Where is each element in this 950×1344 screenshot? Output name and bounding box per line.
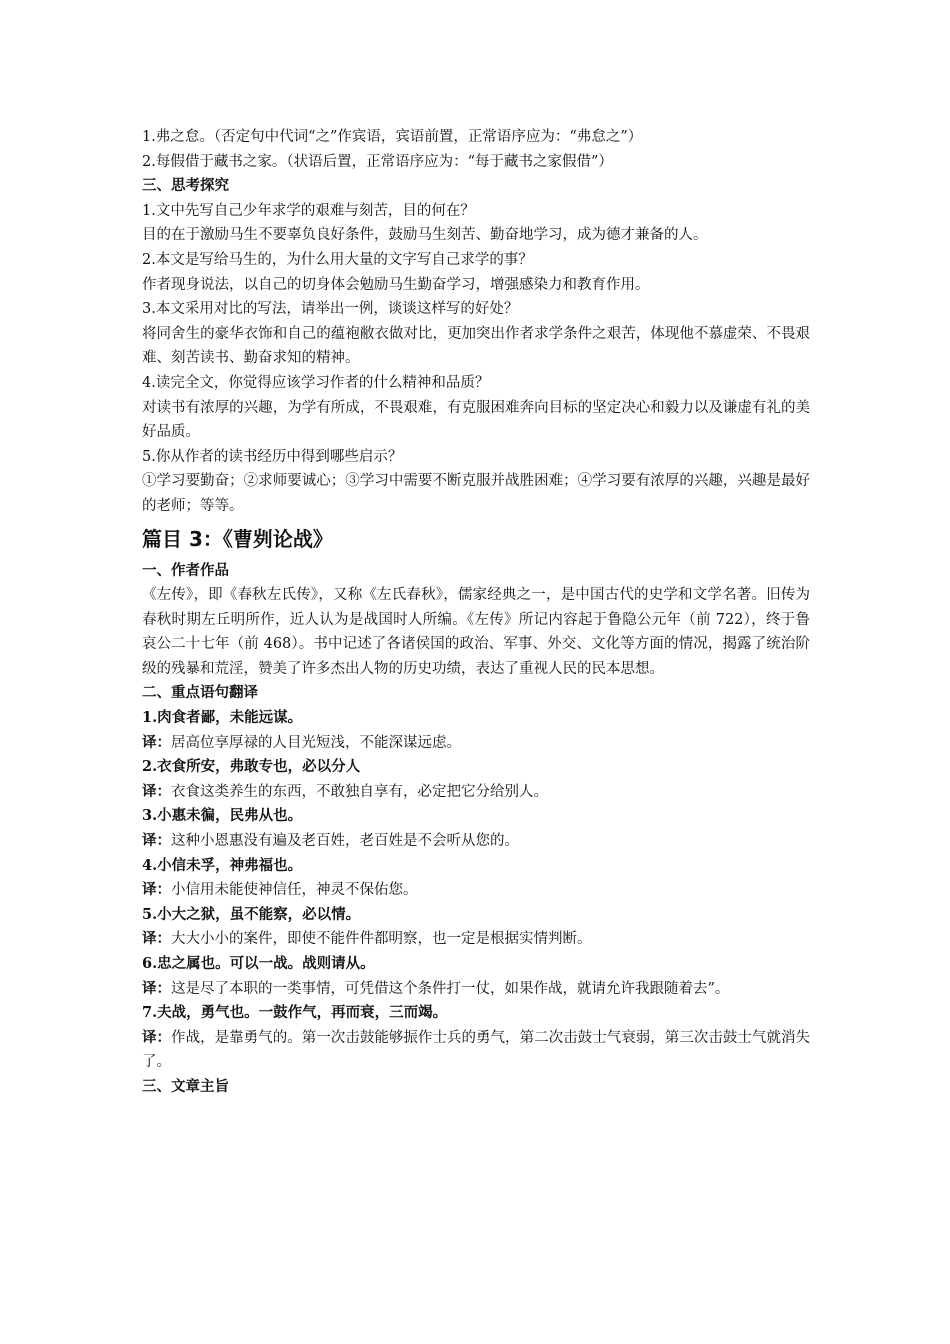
translation-label: 译： (142, 881, 171, 899)
translation (142, 1026, 810, 1075)
translation-label: 译： (142, 930, 171, 948)
translation-text: 小信用未能使神信任，神灵不保佑您。 (171, 882, 418, 899)
top-line-1: 1.弗之怠。（否定句中代词“之”作宾语，宾语前置，正常语序应为：“弗怠之”） (142, 129, 643, 145)
translation-label: 译： (142, 782, 171, 800)
question: 3.本文采用对比的写法，请举出一例，谈谈这样写的好处？ (142, 301, 519, 318)
question-item (142, 248, 810, 297)
translation-item (142, 854, 810, 903)
translation-item (142, 804, 810, 853)
translation-text: 这种小恩惠没有遍及老百姓，老百姓是不会听从您的。 (171, 833, 519, 850)
section-heading-author: 一、作者作品 (142, 562, 229, 579)
answer: 对读书有浓厚的兴趣，为学有所成，不畏艰难，有克服困难奔向目标的坚定决心和毅力以及谦虚有礼的美好品质。 (142, 399, 810, 441)
section-heading-theme: 三、文章主旨 (142, 1078, 229, 1095)
translation-item (142, 1001, 810, 1075)
translation-item (142, 903, 810, 952)
translation (142, 731, 810, 756)
answer: 将同舍生的豪华衣饰和自己的蕴袍敝衣做对比，更加突出作者求学条件之艰苦，体现他不慕虚荣、不畏艰难、刻苦读书、勤奋求知的精神。 (142, 325, 810, 367)
answer: 作者现身说法，以自己的切身体会勉励马生勤奋学习，增强感染力和教育作用。 (142, 276, 650, 293)
source-sentence: 7.夫战，勇气也。一鼓作气，再而衰，三而竭。 (142, 1004, 448, 1022)
answer: ①学习要勤奋；②求师要诚心；③学习中需要不断克服并战胜困难；④学习要有浓厚的兴趣，兴趣是最好的老师；等等。 (142, 473, 810, 514)
question-item (142, 445, 810, 519)
question: 5.你从作者的读书经历中得到哪些启示？ (142, 448, 403, 465)
author-paragraph: 《左传》，即《春秋左氏传》，又称《左氏春秋》，儒家经典之一，是中国古代的史学和文学名著。旧传为春秋时期左丘明所作，近人认为是战国时人所编。《左传》所记内容起于鲁隐公元年（前 722），终于鲁哀公二十七年（前 468）。书中记述了各诸侯国的政治、军事、外交、文化等方面的情况，揭露了统治阶级的残暴和荒淫，赞美了许多杰出人物的历史功绩，表达了重视人民的民本思想。 (142, 587, 810, 677)
source-sentence: 2.衣食所安，弗敢专也，必以分人 (142, 758, 361, 776)
chapter-title: 篇目 3：《曹刿论战》 (142, 526, 333, 551)
translation-label: 译： (142, 832, 171, 850)
question: 2.本文是写给马生的，为什么用大量的文字写自己求学的事？ (142, 251, 533, 268)
document-page (142, 125, 810, 1100)
answer: 目的在于激励马生不要辜负良好条件，鼓励马生刻苦、勤奋地学习，成为德才兼备的人。 (142, 227, 708, 244)
question-item (142, 371, 810, 445)
question: 4.读完全文，你觉得应该学习作者的什么精神和品质？ (142, 374, 490, 391)
translation-item (142, 755, 810, 804)
source-sentence: 1.肉食者鄙，未能远谋。 (142, 709, 303, 727)
translation-label: 译： (142, 733, 171, 751)
translation (142, 829, 810, 854)
source-sentence: 4.小信未孚，神弗福也。 (142, 856, 303, 874)
translation-label: 译： (142, 1028, 172, 1046)
question-item (142, 297, 810, 371)
source-sentence: 5.小大之狱，虽不能察，必以情。 (142, 905, 361, 923)
source-sentence: 3.小惠未徧，民弗从也。 (142, 807, 303, 825)
translation (142, 878, 810, 903)
translation-text: 作战，是靠勇气的。第一次击鼓能够振作士兵的勇气，第二次击鼓士气衰弱，第三次击鼓士气就消失了。 (142, 1029, 810, 1071)
translation-text: 大大小小的案件，即使不能件件都明察，也一定是根据实情判断。 (171, 931, 592, 948)
question-item (142, 199, 810, 248)
translation-item (142, 706, 810, 755)
question: 1.文中先写自己少年求学的艰难与刻苦，目的何在？ (142, 202, 475, 219)
section-heading-translation: 二、重点语句翻译 (142, 685, 258, 702)
translation-item (142, 952, 810, 1001)
top-line-2: 2.每假借于藏书之家。（状语后置，正常语序应为：“每于藏书之家假借”） (142, 153, 613, 170)
section-heading-think: 三、思考探究 (142, 178, 229, 195)
translation-text: 居高位享厚禄的人目光短浅，不能深谋远虑。 (171, 734, 461, 751)
translation (142, 927, 810, 952)
translation (142, 977, 810, 1002)
translation-label: 译： (142, 979, 171, 997)
translation-text: 衣食这类养生的东西，不敢独自享有，必定把它分给别人。 (171, 783, 548, 800)
source-sentence: 6.忠之属也。可以一战。战则请从。 (142, 955, 375, 972)
translation-text: 这是尽了本职的一类事情，可凭借这个条件打一仗，如果作战，就请允许我跟随着去”。 (171, 980, 730, 997)
translation (142, 780, 810, 805)
